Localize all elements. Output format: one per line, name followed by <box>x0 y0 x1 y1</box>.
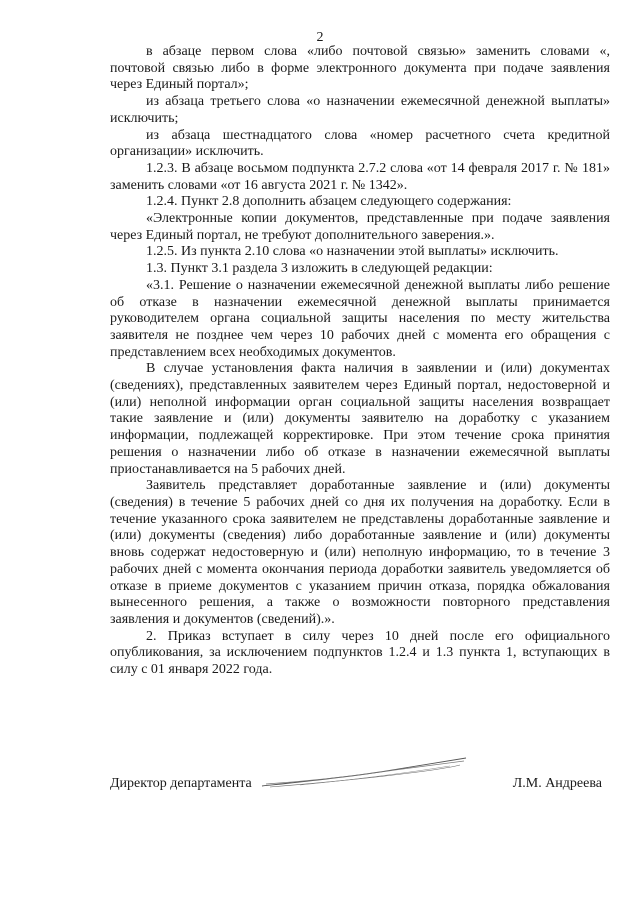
paragraph-2-effective-date: 2. Приказ вступает в силу через 10 дней после его официального опубликования, за исключением подпунктов 1.2.4 и 1.3 пункта 1, вступающих в силу с 01 января 2022 года. <box>110 628 610 678</box>
paragraph-3-1: «3.1. Решение о назначении ежемесячной денежной выплаты либо решение об отказе в назначении ежемесячной денежной выплаты принимается руководителем органа социальной защиты населения по месту жительства заявителя не позднее чем через 10 рабочих дней с момента его обращения с представлением всех необходимых документов. <box>110 277 610 360</box>
paragraph-abzac-tretiy: из абзаца третьего слова «о назначении ежемесячной денежной выплаты» исключить; <box>110 94 610 126</box>
signatory-name: Л.М. Андреева <box>512 776 602 791</box>
signature-block <box>110 776 602 800</box>
paragraph-1-2-5: 1.2.5. Из пункта 2.10 слова «о назначении этой выплаты» исключить. <box>146 244 559 260</box>
document-body <box>110 44 610 679</box>
paragraph-1-2-4: 1.2.4. Пункт 2.8 дополнить абзацем следующего содержания: <box>146 194 512 210</box>
paragraph-abzac-perviy: в абзаце первом слова «либо почтовой связью» заменить словами «, почтовой связью либо в форме электронного документа при подаче заявления через Единый портал»; <box>110 44 610 93</box>
paragraph-abzac-shestnadcatiy: из абзаца шестнадцатого слова «номер расчетного счета кредитной организации» исключить. <box>110 127 610 160</box>
paragraph-applicant-submits: Заявитель представляет доработанные заявление и (или) документы (сведения) в течение 5 рабочих дней со дня их получения на доработку. Если в течение указанного срока заявителем не представлены доработанные заявление и (или) документы (сведения) либо доработанные заявление и (или) документы вновь содержат недостоверную и (или) неполную информацию, то в течение 3 рабочих дней с момента окончания периода доработки заявитель уведомляется об отказе в приеме документов с указанием причин отказа, порядка обжалования вынесенного решения, а также о возможности повторного представления заявления и документов (сведений).». <box>110 478 610 627</box>
paragraph-quote-electronic-copies: «Электронные копии документов, представленные при подаче заявления через Единый портал, не требуют дополнительного заверения.». <box>110 211 610 243</box>
paragraph-1-2-3: 1.2.3. В абзаце восьмом подпункта 2.7.2 слова «от 14 февраля 2017 г. № 181» заменить словами «от 16 августа 2021 г. № 1342». <box>110 160 610 193</box>
paragraph-1-3: 1.3. Пункт 3.1 раздела 3 изложить в следующей редакции: <box>146 261 493 277</box>
signatory-title: Директор департамента <box>110 776 252 791</box>
paragraph-return-for-revision: В случае установления факта наличия в заявлении и (или) документах (сведениях), представленных заявителем через Единый портал, недостоверной и (или) неполной информации орган социальной защиты населения возвращает такие заявление и (или) документы заявителю на доработку с указанием информации, подлежащей корректировке. При этом течение срока принятия решения о назначении либо об отказе в назначении ежемесячной выплаты приостанавливается на 5 рабочих дней. <box>110 361 610 477</box>
handwritten-signature-icon <box>260 754 470 790</box>
page-number: 2 <box>316 30 324 45</box>
